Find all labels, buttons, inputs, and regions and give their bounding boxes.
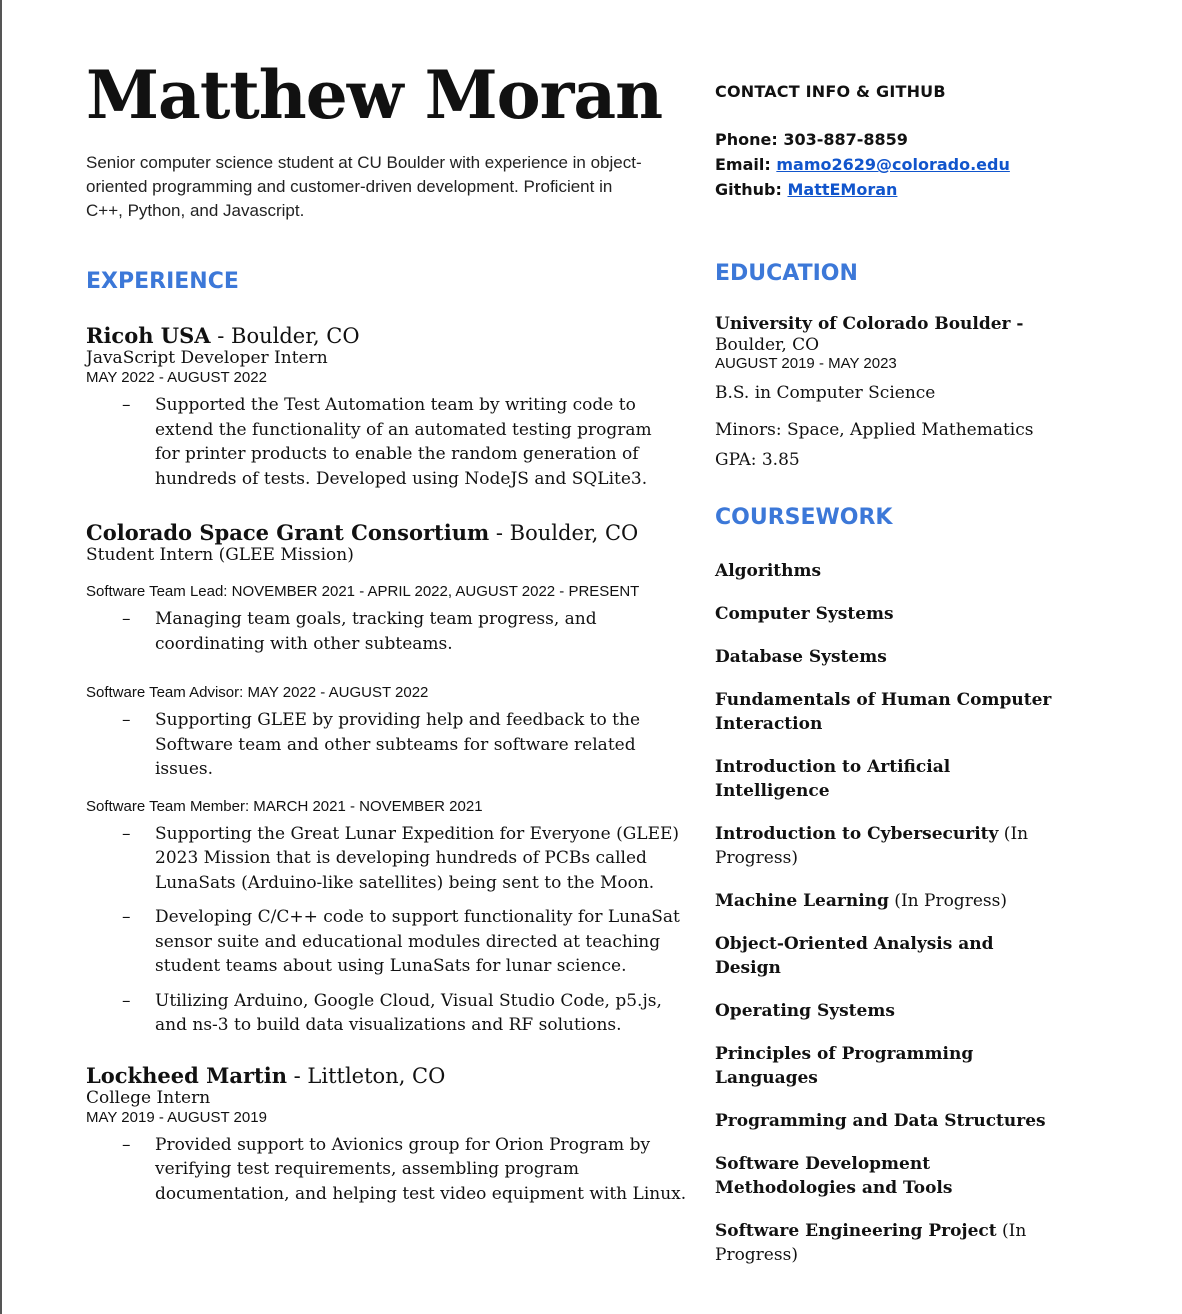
list-item [715, 822, 1060, 870]
course-name: Object-Oriented Analysis and Design [715, 934, 994, 978]
job-lockheed [86, 1064, 686, 1207]
job-location: - Littleton, CO [286, 1063, 446, 1088]
course-note: (In Progress) [715, 1221, 1027, 1265]
job-heading [86, 324, 686, 348]
course-name: Introduction to Cybersecurity [715, 824, 999, 844]
gpa: GPA: 3.85 [715, 450, 800, 470]
github-link[interactable]: MattEMoran [787, 180, 898, 199]
job-dates: MAY 2019 - AUGUST 2019 [86, 1108, 267, 1126]
list-item [715, 932, 1060, 980]
course-name: Software Development Methodologies and Tools [715, 1154, 953, 1198]
company-name: Colorado Space Grant Consortium [86, 520, 490, 546]
course-name: Introduction to Artificial Intelligence [715, 757, 951, 801]
left-column [86, 56, 686, 1216]
job-role: JavaScript Developer Intern [86, 348, 328, 369]
list-item [715, 1042, 1060, 1090]
bullet-text: Developing C/C++ code to support functionality for LunaSat sensor suite and educational modules directed at teaching student teams about using LunaSats for lunar science. [155, 907, 680, 977]
list-item [715, 1109, 1060, 1133]
job-location: - Boulder, CO [489, 521, 639, 546]
email-line [715, 152, 1065, 177]
job-heading [86, 521, 686, 545]
bullet-text: Supporting the Great Lunar Expedition for Everyone (GLEE) 2023 Mission that is developing hundreds of PCBs called LunaSats (Arduino-like satellites) being sent to the Moon. [155, 823, 680, 893]
bullet-list [86, 822, 686, 1038]
bullet-list [86, 1133, 686, 1207]
list-item [86, 989, 680, 1038]
role-dates-lead: Software Team Lead: NOVEMBER 2021 - APRIL 2022, AUGUST 2022 - PRESENT [86, 583, 640, 601]
course-name: Machine Learning [715, 891, 889, 911]
role-dates-member: Software Team Member: MARCH 2021 - NOVEMBER 2021 [86, 797, 483, 815]
course-name: Fundamentals of Human Computer Interaction [715, 690, 1052, 734]
right-column [715, 82, 1065, 1286]
job-dates: MAY 2022 - AUGUST 2022 [86, 369, 267, 387]
dash-icon: – [122, 395, 131, 416]
job-location: - Boulder, CO [210, 324, 360, 349]
dash-icon: – [122, 907, 131, 928]
list-item [715, 1152, 1060, 1200]
company-name: Lockheed Martin [86, 1062, 287, 1088]
dash-icon: – [122, 823, 131, 844]
job-ricoh [86, 324, 686, 491]
bullet-list [86, 393, 686, 491]
coursework-list [715, 559, 1065, 1267]
course-name: Database Systems [715, 647, 887, 667]
email-label: Email: [715, 155, 771, 174]
summary: Senior computer science student at CU Boulder with experience in object-oriented programming and customer-driven development. Proficient in C++, Python, and Javascript. [86, 153, 642, 221]
list-item [715, 688, 1060, 736]
education-title: EDUCATION [715, 261, 858, 286]
course-name: Operating Systems [715, 1001, 895, 1021]
candidate-name: Matthew Moran [86, 56, 663, 134]
role-dates-advisor: Software Team Advisor: MAY 2022 - AUGUST 2022 [86, 684, 429, 702]
school-location: Boulder, CO [715, 335, 820, 355]
page-left-edge [0, 0, 2, 1314]
list-item [715, 559, 1060, 583]
bullet-text: Utilizing Arduino, Google Cloud, Visual Studio Code, p5.js, and ns-3 to build data visualizations and RF solutions. [155, 990, 662, 1036]
course-note: (In Progress) [888, 891, 1007, 911]
bullet-list [86, 607, 686, 656]
job-heading [86, 1064, 686, 1088]
job-cosgc [86, 521, 686, 1038]
course-name: Algorithms [715, 561, 822, 581]
list-item [86, 607, 680, 656]
bullet-text: Provided support to Avionics group for Orion Program by verifying test requirements, assembling program documentation, and helping test video equipment with Linux. [155, 1134, 687, 1204]
course-name: Software Engineering Project [715, 1221, 997, 1241]
education-block [715, 314, 1065, 470]
bullet-text: Supported the Test Automation team by writing code to extend the functionality of an automated testing program for printer products to enable the random generation of hundreds of tests. Developed using NodeJS and SQLite3. [155, 395, 652, 489]
list-item [86, 393, 680, 491]
school-name: University of Colorado Boulder - [715, 314, 1024, 334]
list-item [715, 602, 1060, 626]
email-link[interactable]: mamo2629@colorado.edu [776, 155, 1010, 174]
list-item [715, 889, 1060, 913]
list-item [715, 645, 1060, 669]
dash-icon: – [122, 609, 131, 630]
minors: Minors: Space, Applied Mathematics [715, 420, 1034, 440]
list-item [715, 999, 1060, 1023]
bullet-text: Managing team goals, tracking team progress, and coordinating with other subteams. [155, 609, 597, 654]
job-role: Student Intern (GLEE Mission) [86, 545, 354, 566]
job-role: College Intern [86, 1087, 211, 1108]
degree: B.S. in Computer Science [715, 383, 936, 403]
contact-title: CONTACT INFO & GITHUB [715, 82, 946, 101]
course-name: Principles of Programming Languages [715, 1044, 974, 1088]
experience-title: EXPERIENCE [86, 269, 239, 295]
company-name: Ricoh USA [86, 323, 211, 349]
course-name: Programming and Data Structures [715, 1111, 1046, 1131]
list-item [715, 755, 1060, 803]
github-line [715, 177, 1065, 202]
list-item [86, 708, 680, 782]
coursework-title: COURSEWORK [715, 505, 893, 530]
list-item [715, 1219, 1060, 1267]
dash-icon: – [122, 990, 131, 1011]
bullet-text: Supporting GLEE by providing help and feedback to the Software team and other subteams for software related issues. [155, 710, 640, 780]
list-item [86, 905, 680, 979]
education-dates: AUGUST 2019 - MAY 2023 [715, 355, 897, 372]
contact-block [715, 127, 1065, 202]
dash-icon: – [122, 710, 131, 731]
list-item [86, 822, 680, 896]
phone: Phone: 303-887-8859 [715, 130, 908, 149]
github-label: Github: [715, 180, 782, 199]
dash-icon: – [122, 1134, 131, 1155]
course-name: Computer Systems [715, 604, 894, 624]
list-item [86, 1133, 695, 1207]
bullet-list [86, 708, 686, 782]
course-note: (In Progress) [715, 824, 1029, 868]
